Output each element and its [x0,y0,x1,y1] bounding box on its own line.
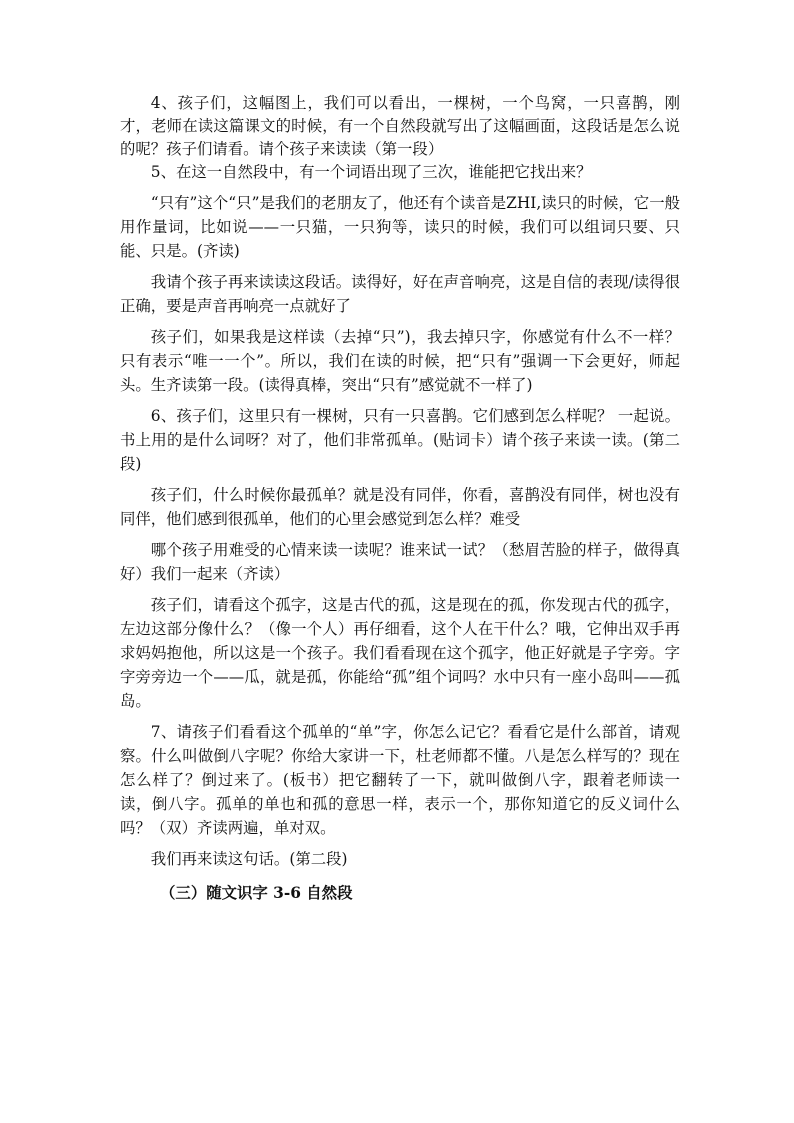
paragraph-read-again: 我请个孩子再来读读这段话。读得好，好在声音响亮，这是自信的表现/读得很正确，要是声音再响亮一点就好了 [120,273,680,315]
section-heading: （三）随文识字 3-6 自然段 [160,884,353,902]
paragraph-5: 5、在这一自然段中，有一个词语出现了三次，谁能把它找出来？ [150,163,592,181]
document-page [120,92,680,906]
paragraph-zhiyou: “只有”这个“只”是我们的老朋友了，他还有个读音是ZHI,读只的时候，它一般用作量词，比如说——一只猫，一只狗等，读只的时候，我们可以组词只要、只能、只是。(齐读) [120,194,680,260]
paragraph-gu-character: 孩子们，请看这个孤字，这是古代的孤，这是现在的孤，你发现古代的孤字，左边这部分像什么？（像一个人）再仔细看，这个人在干什么？哦，它伸出双手再求妈妈抱他，所以这是一个孩子。我们看看现在这个孤字，他正好就是子字旁。字字旁旁边一个——瓜，就是孤，你能给“孤”组个词吗？水中只有一座小岛叫——孤岛。 [120,596,680,710]
paragraph-6: 6、孩子们，这里只有一棵树，只有一只喜鹊。它们感到怎么样呢？ 一起说。书上用的是什么词呀？对了，他们非常孤单。(贴词卡）请个孩子来读一读。(第二段) [120,407,680,473]
paragraph-read-sentence: 我们再来读这句话。(第二段) [150,850,348,868]
paragraph-sad-reading: 哪个孩子用难受的心情来读一读呢？谁来试一试？（愁眉苦脸的样子，做得真好）我们一起来（齐读） [120,541,680,583]
paragraph-4: 4、孩子们，这幅图上，我们可以看出，一棵树，一个鸟窝，一只喜鹊，刚才，老师在读这篇课文的时候，有一个自然段就写出了这幅画面，这段话是怎么说的呢？孩子们请看。请个孩子来读读（第一段） [120,94,680,158]
paragraph-7: 7、请孩子们看看这个孤单的“单”字，你怎么记它？看看它是什么部首，请观察。什么叫做倒八字呢？你给大家讲一下，杜老师都不懂。八是怎么样写的？现在怎么样了？倒过来了。(板书）把它翻转了一下，就叫做倒八字，跟着老师读一读，倒八字。孤单的单也和孤的意思一样，表示一个，那你知道它的反义词什么吗？（双）齐读两遍，单对双。 [120,723,680,837]
paragraph-remove-zhi: 孩子们，如果我是这样读（去掉“只”)，我去掉只字，你感觉有什么不一样？只有表示“唯一一个”。所以，我们在读的时候，把“只有”强调一下会更好，师起头。生齐读第一段。(读得真棒，突出“只有”感觉就不一样了) [120,328,680,394]
paragraph-lonely: 孩子们，什么时候你最孤单？就是没有同伴，你看，喜鹊没有同伴，树也没有同伴，他们感到很孤单，他们的心里会感觉到怎么样？难受 [120,486,680,528]
